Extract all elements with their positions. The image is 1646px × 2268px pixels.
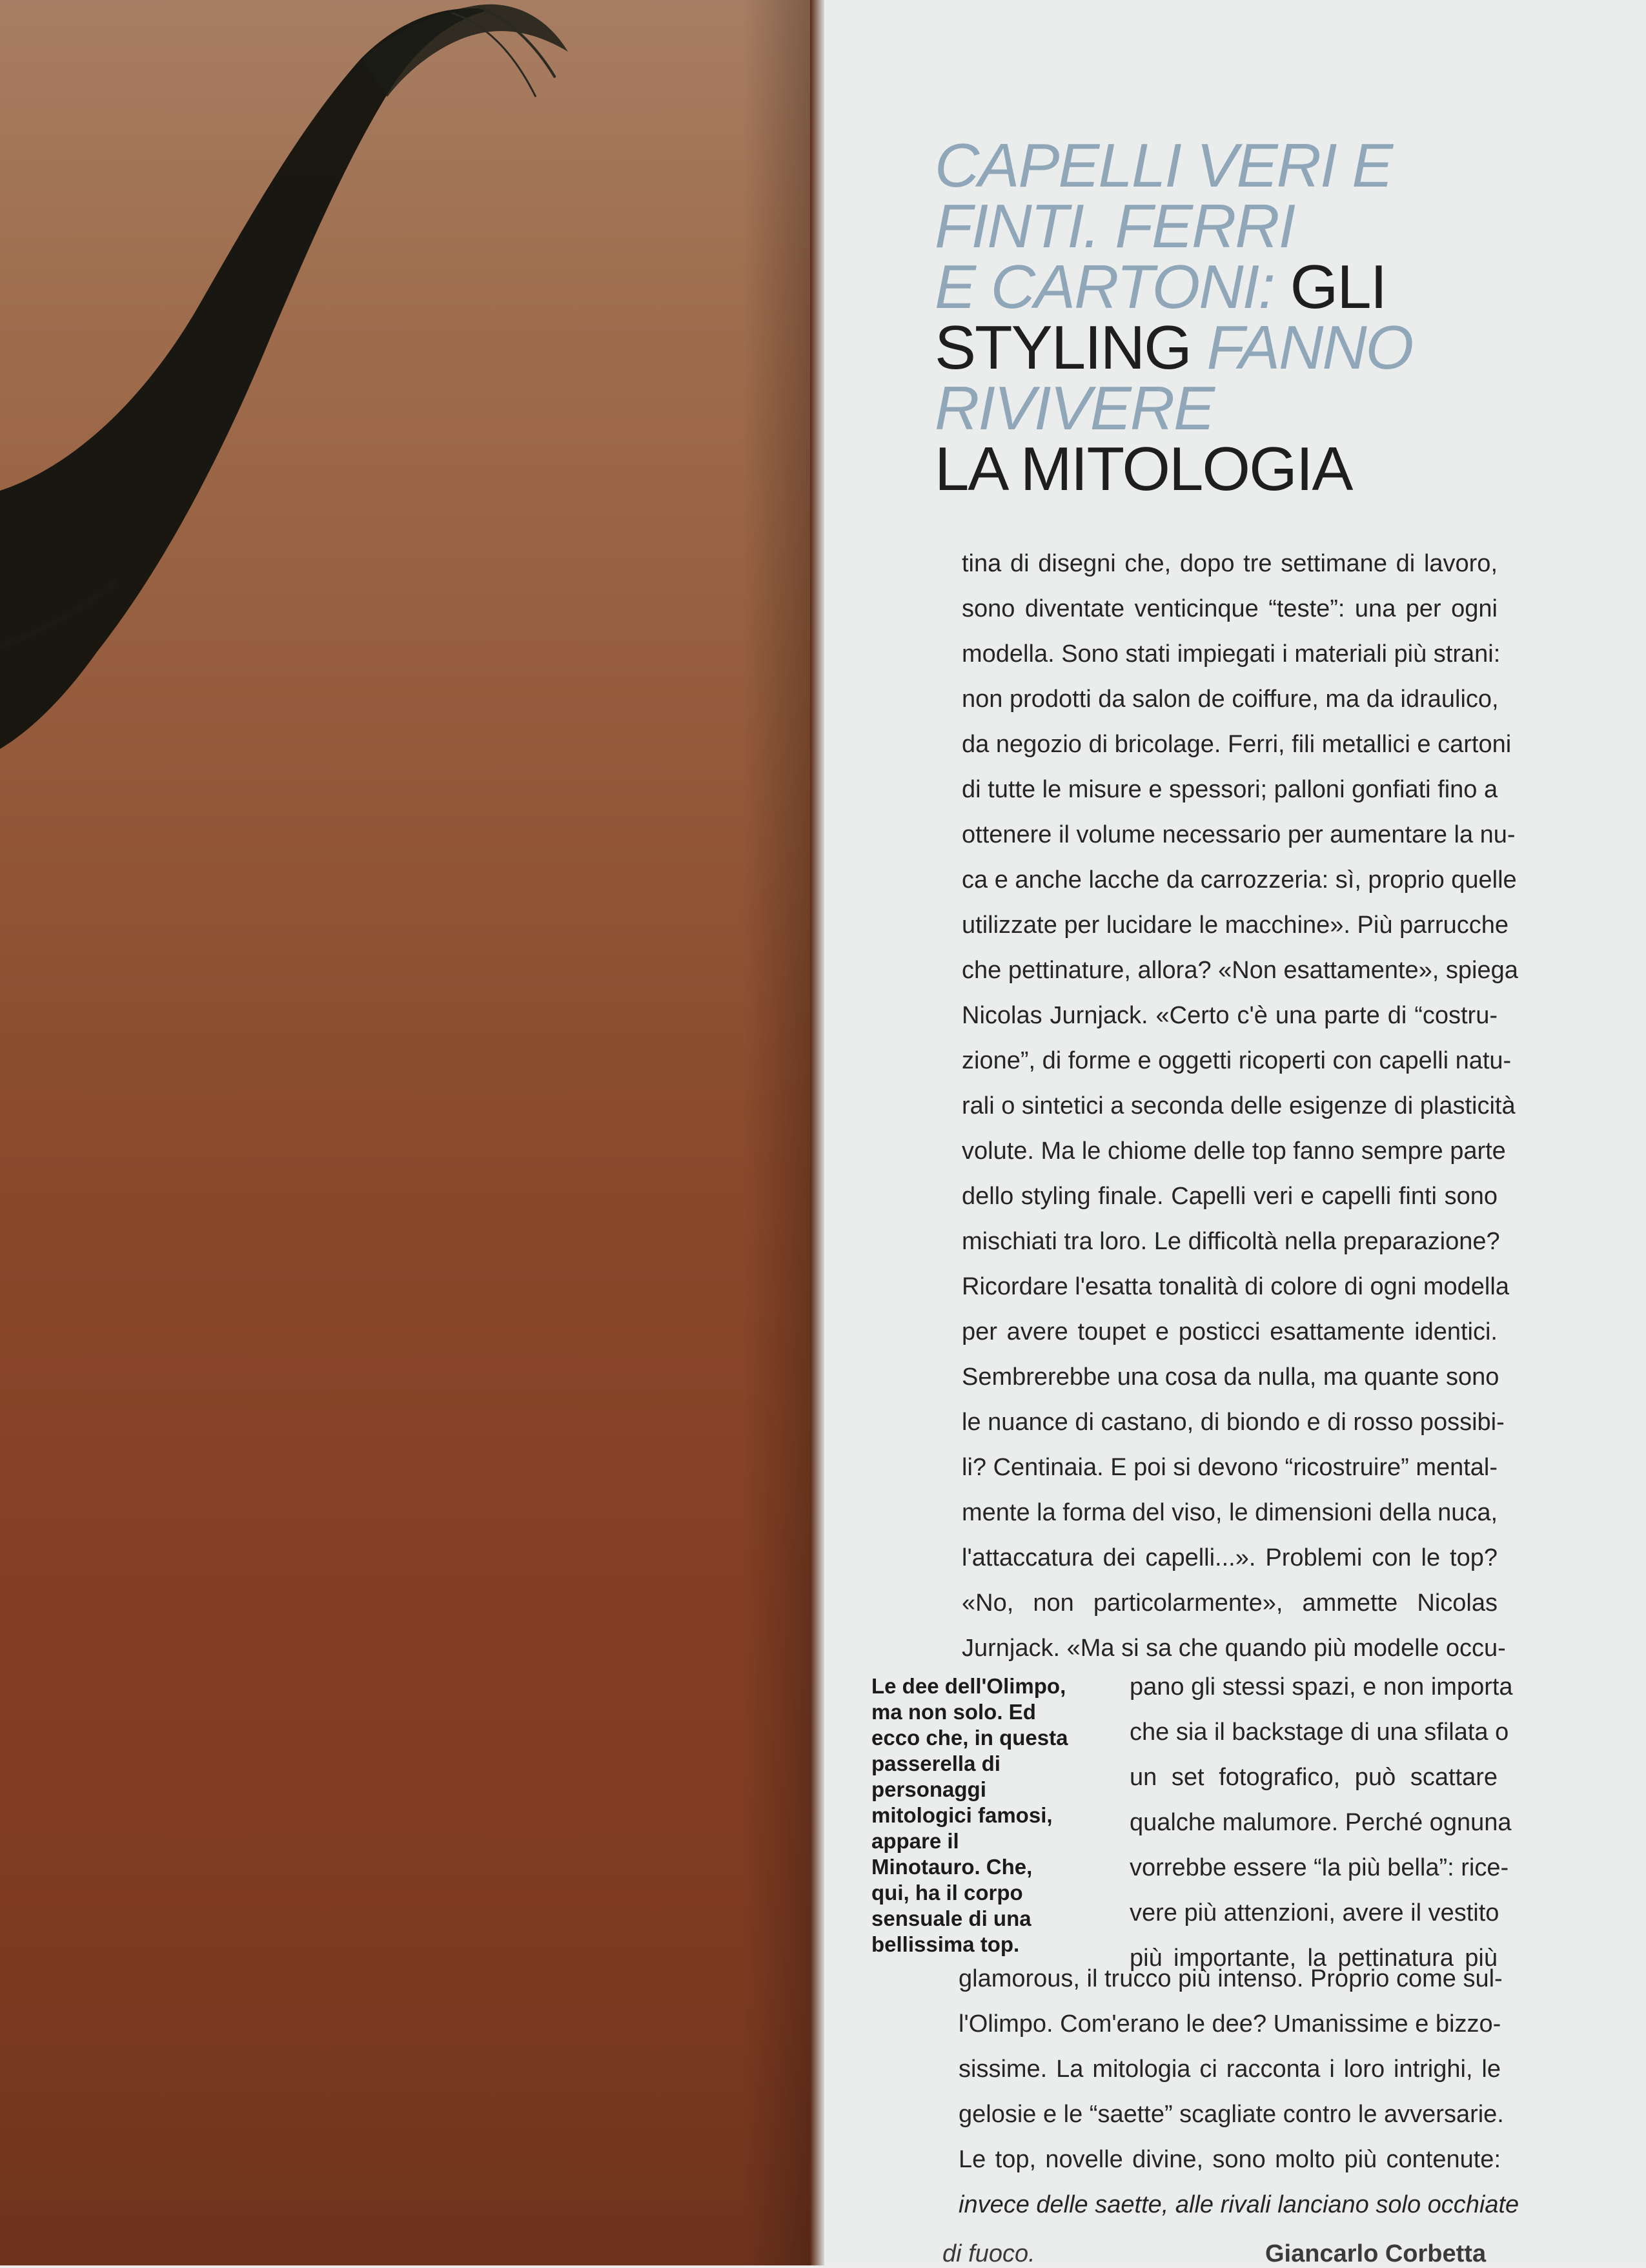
text-line: sensuale di una <box>871 1906 1031 1930</box>
headline-line: FANNO <box>1206 313 1413 382</box>
text-line: rali o sintetici a seconda delle esigenze di plasticità <box>962 1092 1516 1119</box>
text-line: più importante, la pettinatura più <box>1130 1945 1498 1972</box>
text-line: Sembrerebbe una cosa da nulla, ma quante sono <box>962 1364 1499 1391</box>
text-line: l'Olimpo. Com'erano le dee? Umanissime e bizzo- <box>959 2010 1501 2038</box>
text-line: non prodotti da salon de coiffure, ma da idraulico, <box>962 686 1499 713</box>
headline-line: GLI <box>1290 252 1387 322</box>
text-line: sissime. La mitologia ci racconta i loro intrighi, le <box>959 2056 1501 2083</box>
headline-line: E CARTONI: <box>935 252 1274 322</box>
text-line: sono diventate venticinque “teste”: una per ogni <box>962 595 1498 622</box>
text-line: tina di disegni che, dopo tre settimane di lavoro, <box>962 550 1498 577</box>
text-line: ma non solo. Ed <box>871 1700 1036 1724</box>
text-line: Le top, novelle divine, sono molto più contenute: <box>959 2146 1501 2173</box>
headline-line: STYLING <box>935 313 1191 382</box>
text-line: mente la forma del viso, le dimensioni della nuca, <box>962 1499 1498 1526</box>
headline-line: FINTI. FERRI <box>935 192 1295 261</box>
text-line: Le dee dell'Olimpo, <box>871 1674 1066 1698</box>
photo-panel <box>0 0 820 2265</box>
text-line: le nuance di castano, di biondo e di rosso possibi- <box>962 1409 1505 1436</box>
text-line: vorrebbe essere “la più bella”: rice- <box>1130 1854 1509 1881</box>
text-line: passerella di <box>871 1752 1001 1775</box>
text-line: zione”, di forme e oggetti ricoperti con capelli natu- <box>962 1047 1512 1074</box>
text-line: mischiati tra loro. Le difficoltà nella preparazione? <box>962 1228 1500 1255</box>
text-line: li? Centinaia. E poi si devono “ricostruire” mental- <box>962 1454 1498 1481</box>
text-line: personaggi <box>871 1777 986 1801</box>
article-body-bottom <box>959 1956 1519 2227</box>
headline <box>935 131 1612 504</box>
text-line: ca e anche lacche da carrozzeria: sì, proprio quelle <box>962 866 1517 894</box>
text-line: mitologici famosi, <box>871 1803 1053 1827</box>
text-line: dello styling finale. Capelli veri e capelli finti sono <box>962 1183 1498 1210</box>
text-line: pano gli stessi spazi, e non importa <box>1130 1673 1513 1701</box>
text-line: che pettinature, allora? «Non esattamente», spiega <box>962 957 1518 984</box>
text-line: per avere toupet e posticci esattamente identici. <box>962 1318 1498 1345</box>
text-line: ottenere il volume necessario per aumentare la nu- <box>962 821 1516 848</box>
text-line: di tutte le misure e spessori; palloni gonfiati fino a <box>962 776 1498 803</box>
text-line: Ricordare l'esatta tonalità di colore di ogni modella <box>962 1273 1509 1300</box>
text-line: qualche malumore. Perché ognuna <box>1130 1809 1512 1836</box>
text-line: l'attaccatura dei capelli...». Problemi con le top? <box>962 1544 1498 1571</box>
text-line: Minotauro. Che, <box>871 1855 1033 1879</box>
minotaur-horn-silhouette <box>0 0 820 2265</box>
article-body-middle <box>1130 1664 1513 1981</box>
text-line: ecco che, in questa <box>871 1726 1068 1750</box>
text-line: che sia il backstage di una sfilata o <box>1130 1719 1509 1746</box>
page-fold <box>810 0 824 2265</box>
text-line: Nicolas Jurnjack. «Certo c'è una parte di “costru- <box>962 1002 1498 1029</box>
text-line: invece delle saette, alle rivali lanciano solo occhiate <box>959 2191 1519 2218</box>
text-line: da negozio di bricolage. Ferri, fili metallici e cartoni <box>962 731 1512 758</box>
text-line: glamorous, il trucco più intenso. Proprio come sul- <box>959 1965 1503 1992</box>
headline-line: CAPELLI VERI E <box>935 131 1392 200</box>
photo-caption <box>871 1673 1107 1957</box>
article-ending: di fuoco. <box>942 2240 1035 2267</box>
text-line: «No, non particolarmente», ammette Nicolas <box>962 1589 1498 1617</box>
headline-line: LA MITOLOGIA <box>935 434 1352 504</box>
text-line: modella. Sono stati impiegati i materiali più strani: <box>962 640 1501 668</box>
text-line: vere più attenzioni, avere il vestito <box>1130 1899 1499 1926</box>
text-line: volute. Ma le chiome delle top fanno sempre parte <box>962 1138 1506 1165</box>
text-line: gelosie e le “saette” scagliate contro le avversarie. <box>959 2101 1504 2128</box>
text-line: utilizzate per lucidare le macchine». Più parrucche <box>962 912 1509 939</box>
text-line: bellissima top. <box>871 1932 1020 1956</box>
byline: Giancarlo Corbetta <box>1265 2240 1487 2267</box>
headline-line: RIVIVERE <box>935 374 1214 443</box>
article-body-top <box>962 541 1518 1671</box>
text-line: appare il <box>871 1829 959 1853</box>
text-line: un set fotografico, può scattare <box>1130 1764 1498 1791</box>
text-line: Jurnjack. «Ma si sa che quando più modelle occu- <box>962 1635 1506 1662</box>
text-line: qui, ha il corpo <box>871 1881 1023 1905</box>
